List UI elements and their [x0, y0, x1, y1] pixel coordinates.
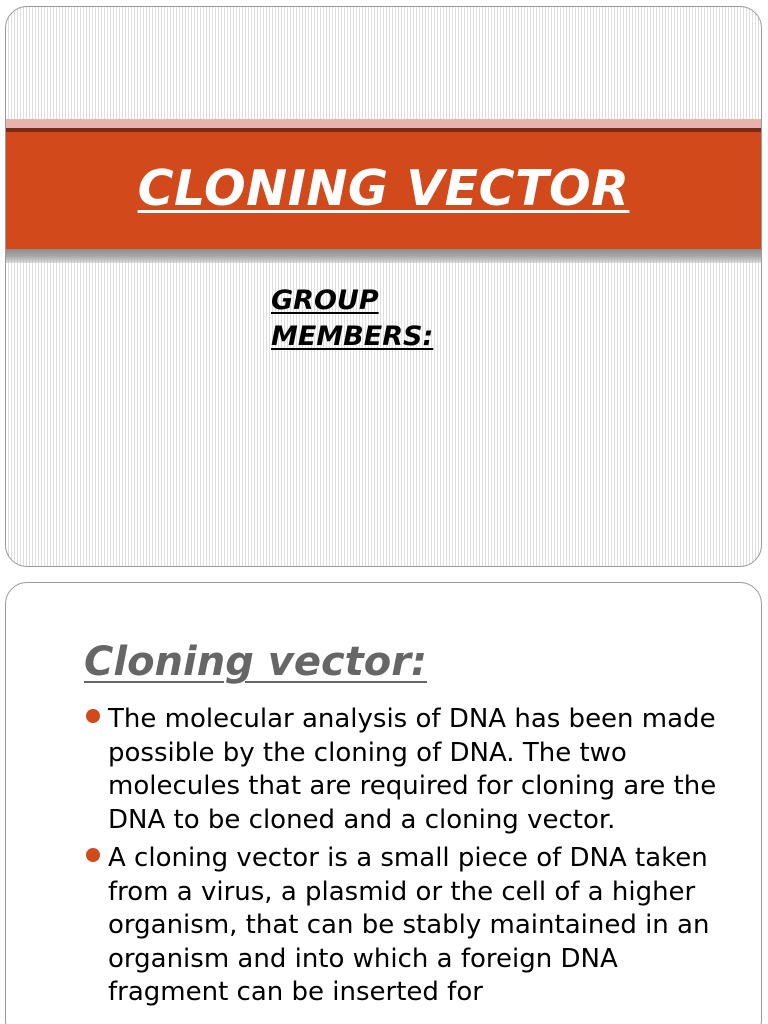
banner-highlight-line	[6, 119, 761, 128]
bullet-text: The molecular analysis of DNA has been made possible by the cloning of DNA. The two molecules that are required for cloning are the DNA to be cloned and a cloning vector.	[108, 704, 717, 835]
filled-circle-bullet-icon	[86, 709, 100, 723]
bullet-list	[84, 703, 724, 1015]
content-heading: Cloning vector:	[84, 639, 428, 685]
bullet-text: A cloning vector is a small piece of DNA taken from a virus, a plasmid or the cell of a higher organism, that can be stably maintained in an organism and into which a foreign DNA fragment can be inserted for	[108, 843, 710, 1007]
filled-circle-bullet-icon	[86, 848, 100, 862]
slide-title: CLONING VECTOR	[137, 160, 630, 217]
content-slide	[5, 582, 762, 1024]
group-members-line2: MEMBERS:	[271, 321, 434, 352]
group-members-line1: GROUP	[271, 285, 379, 316]
list-item	[84, 842, 724, 1010]
title-slide	[5, 6, 762, 567]
group-members-label	[271, 283, 491, 355]
list-item	[84, 703, 724, 837]
banner-shadow	[6, 249, 761, 263]
title-banner	[6, 132, 761, 249]
